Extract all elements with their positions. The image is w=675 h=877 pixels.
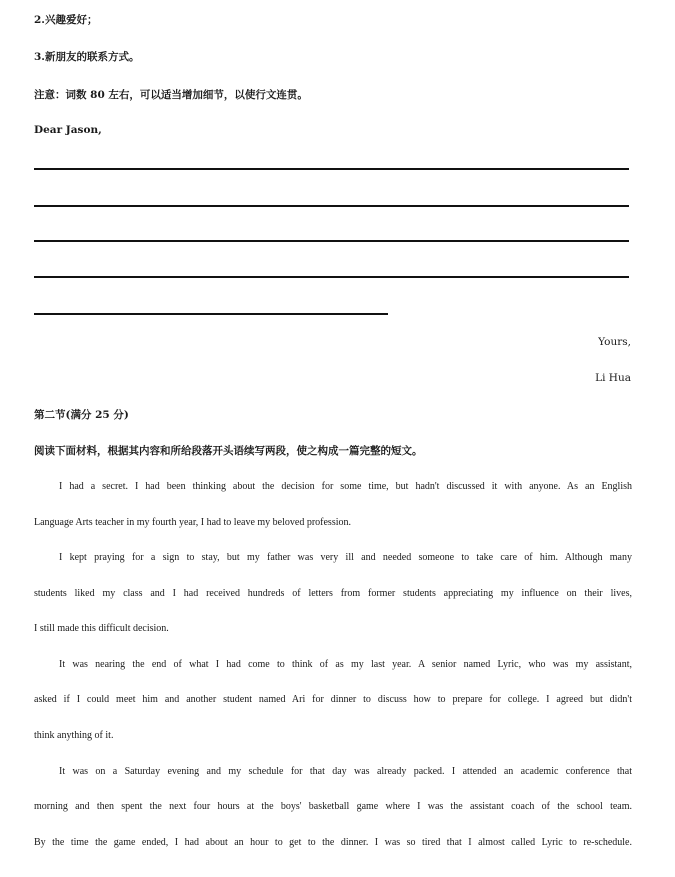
passage-line: Language Arts teacher in my fourth year, I had to leave my beloved profession. [34, 517, 351, 528]
passage-line: I kept praying for a sign to stay, but my father was very ill and needed someone to take care of him. Although many [59, 552, 632, 563]
writing-line [34, 168, 629, 170]
writing-line [34, 276, 629, 278]
passage-line: asked if I could meet him and another student named Ari for dinner to discuss how to prepare for college. I agreed but didn't [34, 694, 632, 705]
passage-line: It was nearing the end of what I had come to think of as my last year. A senior named Lyric, who was my assistant, [59, 659, 632, 670]
passage-line: By the time the game ended, I had about an hour to get to the dinner. I was so tired that I almost called Lyric to re-schedule. [34, 837, 632, 848]
passage-line: think anything of it. [34, 730, 114, 741]
task-item-contact: 3.新朋友的联系方式。 [34, 51, 140, 63]
closing-name: Li Hua [595, 372, 631, 384]
passage-line: It was on a Saturday evening and my schedule for that day was already packed. I attended an academic conference that [59, 766, 632, 777]
word-count-note: 注意：词数 80 左右，可以适当增加细节，以使行文连贯。 [34, 89, 308, 101]
section-title: 第二节(满分 25 分) [34, 409, 129, 421]
closing-yours: Yours, [598, 336, 631, 348]
section-instruction: 阅读下面材料，根据其内容和所给段落开头语续写两段，使之构成一篇完整的短文。 [34, 445, 423, 457]
passage-line: morning and then spent the next four hours at the boys' basketball game where I was the assistant coach of the school team. [34, 801, 632, 812]
task-item-hobbies: 2.兴趣爱好； [34, 14, 98, 26]
passage-line: I still made this difficult decision. [34, 623, 169, 634]
writing-line-short [34, 313, 388, 315]
letter-salutation: Dear Jason, [34, 124, 102, 136]
writing-line [34, 240, 629, 242]
passage-line: I had a secret. I had been thinking about the decision for some time, but hadn't discussed it with anyone. As an English [59, 481, 632, 492]
writing-line [34, 205, 629, 207]
passage-line: students liked my class and I had received hundreds of letters from former students appreciating my influence on their lives, [34, 588, 632, 599]
